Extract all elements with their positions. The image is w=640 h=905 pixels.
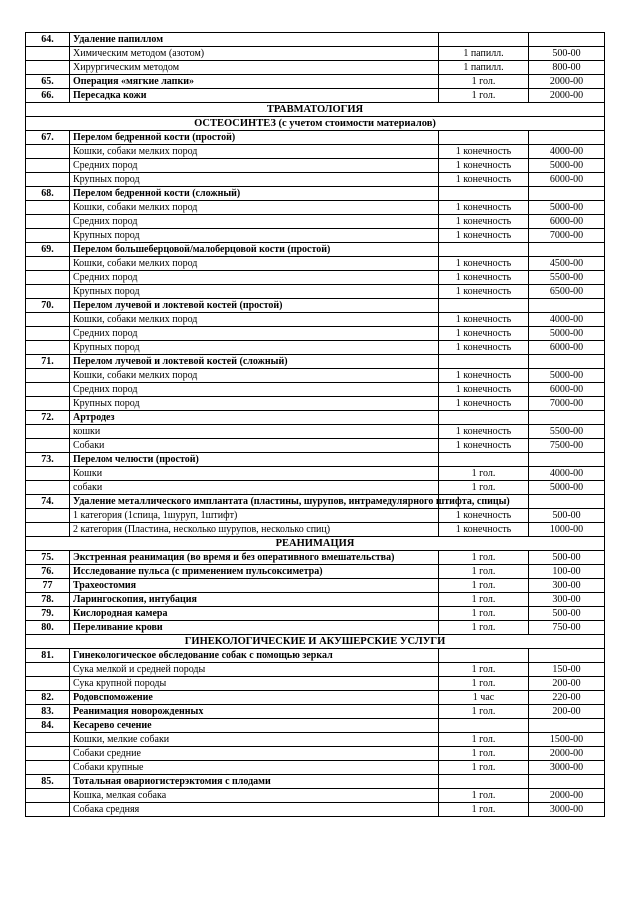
service-name: Средних пород (70, 383, 439, 397)
service-unit: 1 гол. (439, 789, 529, 803)
service-unit: 1 конечность (439, 523, 529, 537)
table-row (26, 131, 605, 145)
service-unit (439, 649, 529, 663)
service-unit: 1 гол. (439, 663, 529, 677)
service-name: Средних пород (70, 271, 439, 285)
item-number (26, 523, 70, 537)
section-title: РЕАНИМАЦИЯ (26, 537, 605, 551)
service-unit: 1 конечность (439, 145, 529, 159)
service-price (529, 453, 605, 467)
service-unit: 1 гол. (439, 593, 529, 607)
item-number (26, 215, 70, 229)
service-unit (439, 453, 529, 467)
service-unit: 1 гол. (439, 565, 529, 579)
service-price: 3000-00 (529, 803, 605, 817)
service-name: Кесарево сечение (70, 719, 439, 733)
service-name: Экстренная реанимация (во время и без оперативного вмешательства) (70, 551, 439, 565)
table-row (26, 327, 605, 341)
service-unit: 1 гол. (439, 677, 529, 691)
service-unit: 1 гол. (439, 621, 529, 635)
table-row (26, 355, 605, 369)
service-name: Крупных пород (70, 341, 439, 355)
service-unit (439, 299, 529, 313)
table-row (26, 61, 605, 75)
service-price: 800-00 (529, 61, 605, 75)
service-name: Средних пород (70, 159, 439, 173)
service-unit: 1 конечность (439, 327, 529, 341)
table-row (26, 649, 605, 663)
item-number: 65. (26, 75, 70, 89)
service-name: Хирургическим методом (70, 61, 439, 75)
service-unit (439, 33, 529, 47)
service-name: Крупных пород (70, 229, 439, 243)
item-number (26, 747, 70, 761)
service-price: 4000-00 (529, 313, 605, 327)
service-name: Перелом лучевой и локтевой костей (сложный) (70, 355, 439, 369)
service-unit: 1 гол. (439, 733, 529, 747)
service-unit: 1 гол. (439, 551, 529, 565)
item-number (26, 467, 70, 481)
service-unit: 1 конечность (439, 313, 529, 327)
table-row (26, 187, 605, 201)
service-unit (439, 411, 529, 425)
service-price: 500-00 (529, 607, 605, 621)
service-price (529, 299, 605, 313)
service-unit (439, 243, 529, 257)
item-number (26, 327, 70, 341)
service-unit: 1 конечность (439, 439, 529, 453)
service-price: 750-00 (529, 621, 605, 635)
service-price: 4500-00 (529, 257, 605, 271)
table-row (26, 789, 605, 803)
service-price: 5000-00 (529, 327, 605, 341)
service-unit: 1 гол. (439, 467, 529, 481)
item-number: 70. (26, 299, 70, 313)
table-row (26, 705, 605, 719)
service-price (529, 187, 605, 201)
section-title: ГИНЕКОЛОГИЧЕСКИЕ И АКУШЕРСКИЕ УСЛУГИ (26, 635, 605, 649)
service-name: Сука крупной породы (70, 677, 439, 691)
service-name: Кошка, мелкая собака (70, 789, 439, 803)
service-name: Кошки, собаки мелких пород (70, 313, 439, 327)
table-row (26, 761, 605, 775)
table-row (26, 257, 605, 271)
service-unit: 1 конечность (439, 257, 529, 271)
service-price: 500-00 (529, 551, 605, 565)
service-unit: 1 гол. (439, 75, 529, 89)
table-row (26, 677, 605, 691)
table-row (26, 341, 605, 355)
item-number: 71. (26, 355, 70, 369)
table-row (26, 663, 605, 677)
section-header-row (26, 117, 605, 131)
service-name: Кошки, собаки мелких пород (70, 257, 439, 271)
item-number: 84. (26, 719, 70, 733)
service-unit: 1 конечность (439, 215, 529, 229)
item-number (26, 789, 70, 803)
service-name: Перелом большеберцовой/малоберцовой кости (простой) (70, 243, 439, 257)
service-unit (439, 719, 529, 733)
service-unit: 1 час (439, 691, 529, 705)
price-table-body (26, 33, 605, 817)
table-row (26, 551, 605, 565)
service-unit: 1 гол. (439, 705, 529, 719)
item-number: 85. (26, 775, 70, 789)
service-unit: 1 гол. (439, 803, 529, 817)
item-number (26, 313, 70, 327)
item-number (26, 733, 70, 747)
service-name: Тотальная овариогистерэктомия с плодами (70, 775, 439, 789)
service-unit: 1 конечность (439, 397, 529, 411)
service-unit: 1 гол. (439, 579, 529, 593)
service-price: 5500-00 (529, 425, 605, 439)
service-name: Пересадка кожи (70, 89, 439, 103)
item-number: 73. (26, 453, 70, 467)
service-unit: 1 гол. (439, 761, 529, 775)
item-number: 76. (26, 565, 70, 579)
table-row (26, 509, 605, 523)
service-price: 5000-00 (529, 481, 605, 495)
service-unit: 1 гол. (439, 481, 529, 495)
item-number: 80. (26, 621, 70, 635)
item-number (26, 677, 70, 691)
service-name: Реанимация новорожденных (70, 705, 439, 719)
service-price (529, 719, 605, 733)
service-price: 5000-00 (529, 201, 605, 215)
item-number: 78. (26, 593, 70, 607)
service-name: Перелом бедренной кости (сложный) (70, 187, 439, 201)
table-row (26, 803, 605, 817)
service-unit: 1 конечность (439, 159, 529, 173)
table-row (26, 425, 605, 439)
item-number (26, 803, 70, 817)
item-number: 79. (26, 607, 70, 621)
service-price: 1000-00 (529, 523, 605, 537)
item-number (26, 761, 70, 775)
service-price: 5500-00 (529, 271, 605, 285)
item-number: 81. (26, 649, 70, 663)
table-row (26, 215, 605, 229)
service-unit: 1 конечность (439, 271, 529, 285)
service-name: 2 категория (Пластина, несколько шурупов, несколько спиц) (70, 523, 439, 537)
service-unit: 1 конечность (439, 341, 529, 355)
item-number (26, 47, 70, 61)
service-price: 4000-00 (529, 467, 605, 481)
table-row (26, 747, 605, 761)
service-price: 300-00 (529, 579, 605, 593)
service-name: Средних пород (70, 327, 439, 341)
item-number (26, 397, 70, 411)
service-unit: 1 конечность (439, 285, 529, 299)
service-unit: 1 конечность (439, 383, 529, 397)
service-price: 100-00 (529, 565, 605, 579)
price-table (25, 32, 605, 817)
item-number: 74. (26, 495, 70, 509)
service-price (529, 33, 605, 47)
service-unit: 1 конечность (439, 201, 529, 215)
service-price: 7000-00 (529, 397, 605, 411)
service-name: Трахеостомия (70, 579, 439, 593)
service-unit: 1 гол. (439, 607, 529, 621)
table-row (26, 47, 605, 61)
service-name: Удаление папиллом (70, 33, 439, 47)
service-name: Химическим методом (азотом) (70, 47, 439, 61)
item-number: 72. (26, 411, 70, 425)
item-number: 68. (26, 187, 70, 201)
service-price: 500-00 (529, 509, 605, 523)
table-row (26, 439, 605, 453)
service-unit: 1 конечность (439, 369, 529, 383)
item-number (26, 173, 70, 187)
service-price (529, 243, 605, 257)
service-unit (439, 775, 529, 789)
table-row (26, 159, 605, 173)
item-number (26, 61, 70, 75)
service-name: Ларингоскопия, интубация (70, 593, 439, 607)
service-unit (439, 355, 529, 369)
service-unit: 1 конечность (439, 229, 529, 243)
service-unit: 1 конечность (439, 509, 529, 523)
service-name: собаки (70, 481, 439, 495)
service-price: 6500-00 (529, 285, 605, 299)
table-row (26, 411, 605, 425)
service-name: Исследование пульса (с применением пульсоксиметра) (70, 565, 439, 579)
item-number (26, 159, 70, 173)
service-name: Крупных пород (70, 173, 439, 187)
table-row (26, 285, 605, 299)
item-number (26, 509, 70, 523)
service-name: Кошки, собаки мелких пород (70, 369, 439, 383)
table-row (26, 89, 605, 103)
table-row (26, 145, 605, 159)
table-row (26, 271, 605, 285)
item-number (26, 439, 70, 453)
service-unit: 1 папилл. (439, 61, 529, 75)
service-name: Кошки, мелкие собаки (70, 733, 439, 747)
item-number: 69. (26, 243, 70, 257)
table-row (26, 75, 605, 89)
service-price: 5000-00 (529, 159, 605, 173)
service-price (529, 411, 605, 425)
table-row (26, 481, 605, 495)
service-name: Перелом челюсти (простой) (70, 453, 439, 467)
service-price (529, 495, 605, 509)
service-price: 220-00 (529, 691, 605, 705)
service-price: 3000-00 (529, 761, 605, 775)
service-unit: 1 папилл. (439, 47, 529, 61)
service-unit: 1 конечность (439, 173, 529, 187)
table-row (26, 299, 605, 313)
item-number (26, 425, 70, 439)
item-number (26, 369, 70, 383)
service-price: 5000-00 (529, 369, 605, 383)
item-number (26, 285, 70, 299)
service-name: Перелом лучевой и локтевой костей (простой) (70, 299, 439, 313)
service-name: Кошки (70, 467, 439, 481)
service-price: 2000-00 (529, 75, 605, 89)
service-name: Собаки средние (70, 747, 439, 761)
table-row (26, 243, 605, 257)
section-header-row (26, 103, 605, 117)
item-number (26, 145, 70, 159)
table-row (26, 579, 605, 593)
service-name: Удаление металлического имплантата (пластины, шурупов, интрамедулярного штифта, спицы) (70, 495, 439, 509)
service-name: Артродез (70, 411, 439, 425)
section-header-row (26, 537, 605, 551)
table-row (26, 719, 605, 733)
service-price (529, 649, 605, 663)
service-price: 6000-00 (529, 173, 605, 187)
item-number (26, 383, 70, 397)
item-number: 64. (26, 33, 70, 47)
service-price: 2000-00 (529, 789, 605, 803)
service-price: 300-00 (529, 593, 605, 607)
section-title: ТРАВМАТОЛОГИЯ (26, 103, 605, 117)
table-row (26, 173, 605, 187)
item-number: 82. (26, 691, 70, 705)
service-name: Кошки, собаки мелких пород (70, 201, 439, 215)
service-price (529, 775, 605, 789)
service-name: Переливание крови (70, 621, 439, 635)
table-row (26, 565, 605, 579)
service-unit (439, 187, 529, 201)
service-price: 200-00 (529, 705, 605, 719)
table-row (26, 313, 605, 327)
service-price (529, 131, 605, 145)
service-price: 4000-00 (529, 145, 605, 159)
table-row (26, 495, 605, 509)
table-row (26, 621, 605, 635)
item-number (26, 663, 70, 677)
item-number (26, 229, 70, 243)
service-price: 200-00 (529, 677, 605, 691)
item-number (26, 271, 70, 285)
service-name: Собаки крупные (70, 761, 439, 775)
table-row (26, 369, 605, 383)
table-row (26, 33, 605, 47)
service-price: 2000-00 (529, 89, 605, 103)
table-row (26, 397, 605, 411)
item-number (26, 257, 70, 271)
service-price (529, 355, 605, 369)
table-row (26, 383, 605, 397)
service-name: Гинекологическое обследование собак с помощью зеркал (70, 649, 439, 663)
item-number (26, 341, 70, 355)
table-row (26, 733, 605, 747)
table-row (26, 607, 605, 621)
item-number: 67. (26, 131, 70, 145)
table-row (26, 593, 605, 607)
service-price: 500-00 (529, 47, 605, 61)
table-row (26, 453, 605, 467)
table-row (26, 467, 605, 481)
service-name: кошки (70, 425, 439, 439)
table-row (26, 775, 605, 789)
service-price: 1500-00 (529, 733, 605, 747)
table-row (26, 201, 605, 215)
service-price: 6000-00 (529, 383, 605, 397)
service-name: Сука мелкой и средней породы (70, 663, 439, 677)
item-number: 77 (26, 579, 70, 593)
service-price: 7500-00 (529, 439, 605, 453)
service-name: Крупных пород (70, 285, 439, 299)
service-price: 6000-00 (529, 215, 605, 229)
service-price: 7000-00 (529, 229, 605, 243)
service-name: Собака средняя (70, 803, 439, 817)
service-unit: 1 гол. (439, 89, 529, 103)
service-name: Крупных пород (70, 397, 439, 411)
section-title: ОСТЕОСИНТЕЗ (с учетом стоимости материалов) (26, 117, 605, 131)
service-unit: 1 гол. (439, 747, 529, 761)
service-price: 6000-00 (529, 341, 605, 355)
table-row (26, 523, 605, 537)
service-name: Родовспоможение (70, 691, 439, 705)
service-price: 2000-00 (529, 747, 605, 761)
service-price: 150-00 (529, 663, 605, 677)
service-name: Кислородная камера (70, 607, 439, 621)
service-name: Операция «мягкие лапки» (70, 75, 439, 89)
item-number: 66. (26, 89, 70, 103)
service-name: Собаки (70, 439, 439, 453)
table-row (26, 691, 605, 705)
item-number: 83. (26, 705, 70, 719)
service-name: Перелом бедренной кости (простой) (70, 131, 439, 145)
service-unit: 1 конечность (439, 425, 529, 439)
service-unit (439, 131, 529, 145)
section-header-row (26, 635, 605, 649)
item-number (26, 201, 70, 215)
service-name: 1 категория (1спица, 1шуруп, 1штифт) (70, 509, 439, 523)
item-number (26, 481, 70, 495)
service-name: Кошки, собаки мелких пород (70, 145, 439, 159)
item-number: 75. (26, 551, 70, 565)
service-name: Средних пород (70, 215, 439, 229)
table-row (26, 229, 605, 243)
